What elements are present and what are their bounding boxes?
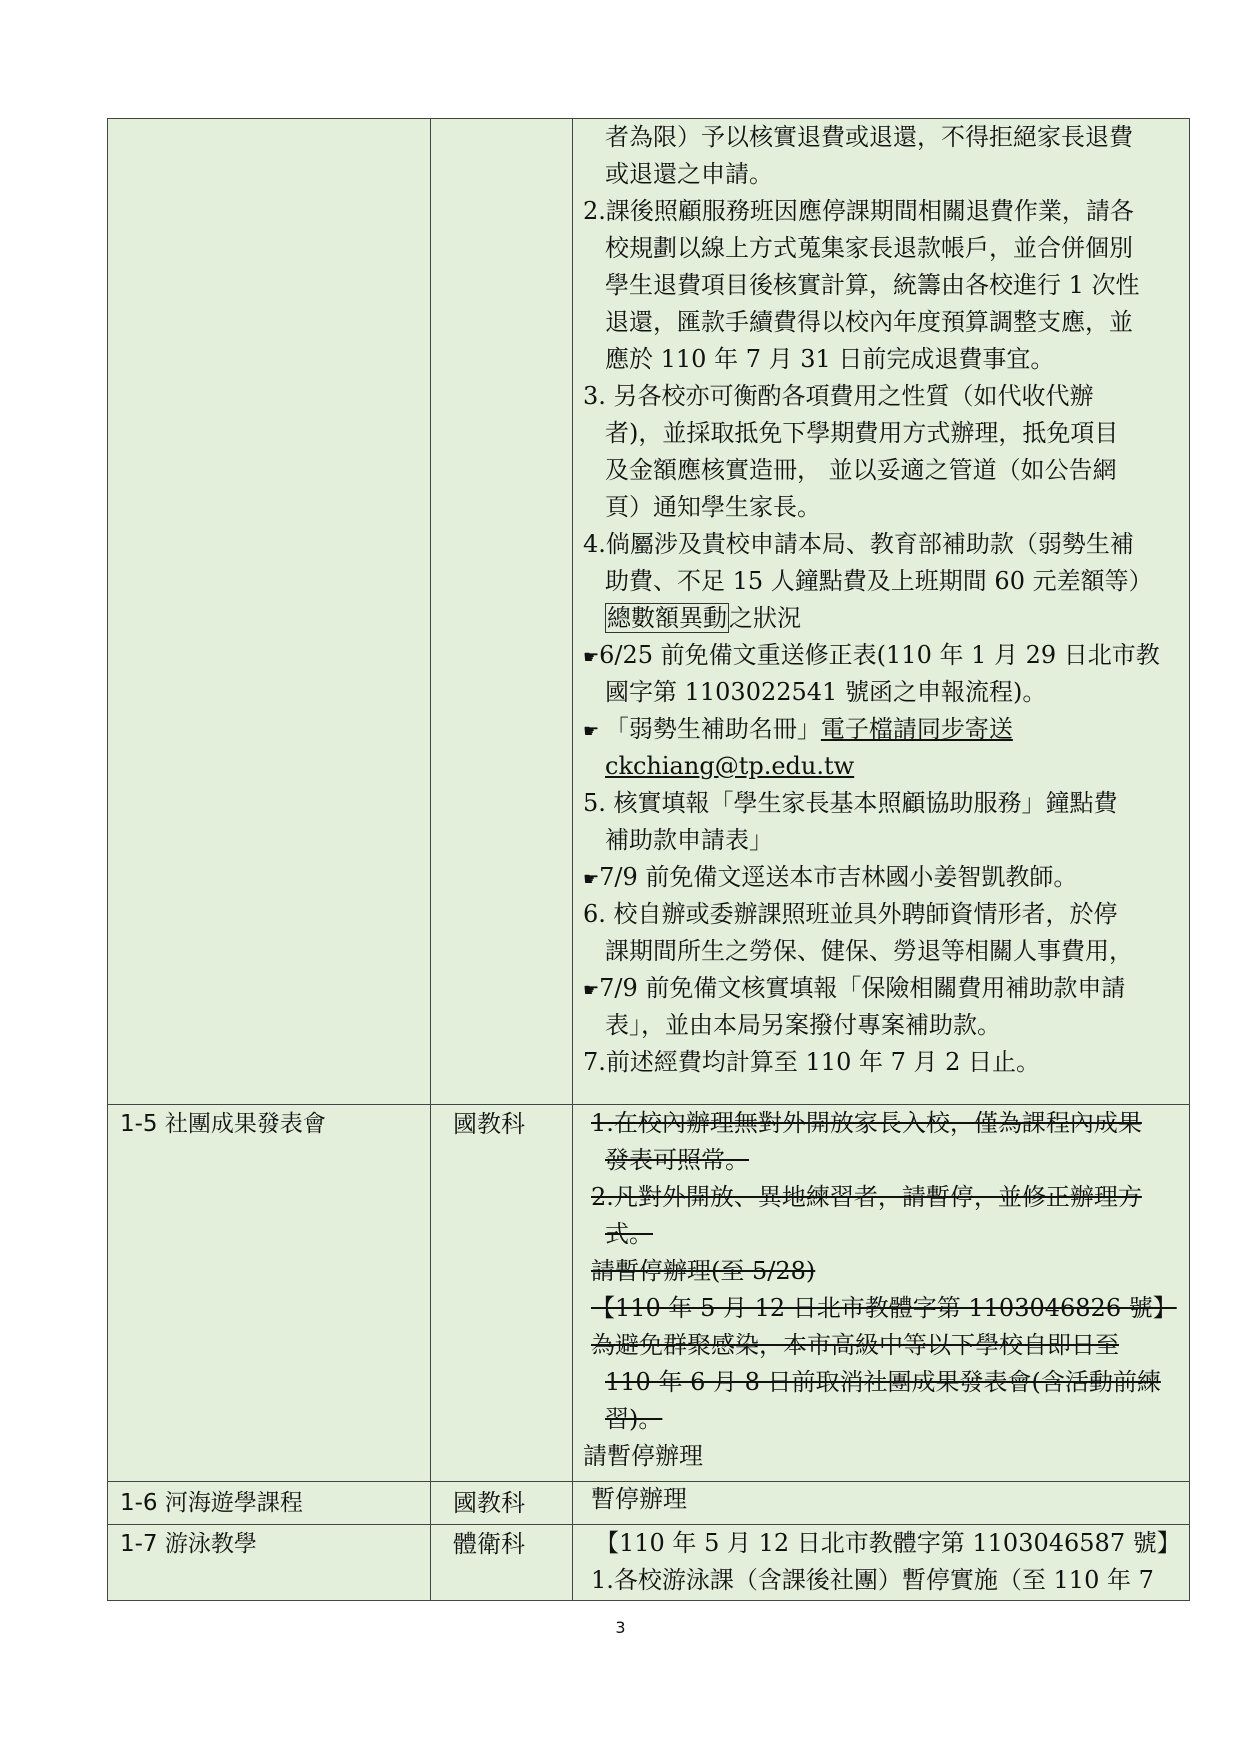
pointing-hand-icon: ☛ bbox=[583, 647, 600, 668]
item-cell: 1-5 社團成果發表會 bbox=[108, 1105, 431, 1482]
strikethrough-line: 發表可照常。 bbox=[605, 1146, 749, 1174]
text-line: 者為限）予以核實退費或退還，不得拒絕家長退費 bbox=[605, 123, 1133, 151]
text-line: 5. 核實填報「學生家長基本照顧協助服務」鐘點費 bbox=[583, 789, 1118, 817]
content-cell bbox=[573, 1525, 1190, 1601]
strikethrough-line: 【110 年 5 月 12 日北市教體字第 1103046826 號】 bbox=[591, 1294, 1177, 1322]
text-line: 助費、不足 15 人鐘點費及上班期間 60 元差額等） bbox=[605, 567, 1153, 595]
unit-cell: 國教科 bbox=[431, 1482, 573, 1525]
text-line: 學生退費項目後核實計算，統籌由各校進行 1 次性 bbox=[605, 271, 1140, 299]
text-line bbox=[583, 711, 1181, 748]
text-line bbox=[583, 859, 1181, 896]
unit-cell: 國教科 bbox=[431, 1105, 573, 1482]
text-span: 7/9 前免備文核實填報「保險相關費用補助款申請 bbox=[599, 974, 1126, 1002]
boxed-text: 總數額異動 bbox=[607, 604, 727, 632]
text-line: 4.倘屬涉及貴校申請本局、教育部補助款（弱勢生補 bbox=[583, 530, 1134, 558]
text-line: 【110 年 5 月 12 日北市教體字第 1103046587 號】 bbox=[595, 1529, 1181, 1557]
text-line: 退還，匯款手續費得以校內年度預算調整支應，並 bbox=[605, 308, 1133, 336]
text-span: 6/25 前免備文重送修正表(110 年 1 月 29 日北市教 bbox=[599, 641, 1160, 669]
strikethrough-line: 2.凡對外開放、異地練習者，請暫停，並修正辦理方 bbox=[591, 1183, 1142, 1211]
text-line: 國字第 1103022541 號函之申報流程)。 bbox=[605, 678, 1047, 706]
item-cell: 1-7 游泳教學 bbox=[108, 1525, 431, 1601]
email-link[interactable]: ckchiang@tp.edu.tw bbox=[605, 752, 855, 780]
text-span: 「弱勢生補助名冊」 bbox=[604, 715, 821, 743]
strikethrough-line: 為避免群聚感染，本市高級中等以下學校自即日至 bbox=[591, 1331, 1119, 1359]
text-line: 或退還之申請。 bbox=[605, 160, 773, 188]
text-line: 頁）通知學生家長。 bbox=[605, 493, 821, 521]
measures-table bbox=[107, 118, 1190, 1601]
table-row bbox=[108, 1482, 1190, 1525]
table-row bbox=[108, 1105, 1190, 1482]
strikethrough-line: 習)。 bbox=[605, 1405, 663, 1433]
text-line bbox=[583, 748, 1181, 785]
strikethrough-line: 110 年 6 月 8 日前取消社團成果發表會(含活動前練 bbox=[605, 1368, 1161, 1396]
strikethrough-line: 請暫停辦理(至 5/28) bbox=[591, 1257, 816, 1285]
pointing-hand-icon: ☛ bbox=[583, 869, 600, 890]
text-line: 補助款申請表」 bbox=[605, 826, 773, 854]
text-line: 應於 110 年 7 月 31 日前完成退費事宜。 bbox=[605, 345, 1055, 373]
text-line: 7.前述經費均計算至 110 年 7 月 2 日止。 bbox=[583, 1048, 1041, 1076]
item-cell-empty bbox=[108, 119, 431, 1105]
pointing-hand-icon: ☛ bbox=[583, 980, 600, 1001]
content-cell: 暫停辦理 bbox=[573, 1482, 1190, 1525]
strikethrough-line: 1.在校內辦理無對外開放家長入校，僅為課程內成果 bbox=[591, 1109, 1142, 1137]
page-number: 3 bbox=[615, 1618, 626, 1637]
text-line: 請暫停辦理 bbox=[583, 1442, 703, 1470]
text-line: 課期間所生之勞保、健保、勞退等相關人事費用， bbox=[605, 937, 1133, 965]
content-cell bbox=[573, 1105, 1190, 1482]
strikethrough-line: 式。 bbox=[605, 1220, 653, 1248]
text-line: 3. 另各校亦可衡酌各項費用之性質（如代收代辦 bbox=[583, 382, 1094, 410]
text-line: 及金額應核實造冊， 並以妥適之管道（如公告網 bbox=[605, 456, 1117, 484]
text-line bbox=[583, 600, 1181, 637]
text-line: 2.課後照顧服務班因應停課期間相關退費作業，請各 bbox=[583, 197, 1134, 225]
text-line bbox=[583, 970, 1181, 1007]
text-line: 校規劃以線上方式蒐集家長退款帳戶，並合併個別 bbox=[605, 234, 1133, 262]
text-span: 7/9 前免備文逕送本市吉林國小姜智凱教師。 bbox=[599, 863, 1078, 891]
text-span: 之狀況 bbox=[729, 604, 801, 632]
pointing-hand-icon: ☛ bbox=[583, 721, 605, 742]
content-cell-continued bbox=[573, 119, 1190, 1105]
table-row bbox=[108, 1525, 1190, 1601]
underlined-text: 電子檔請同步寄送 bbox=[820, 715, 1013, 743]
table-row-continued bbox=[108, 119, 1190, 1105]
text-line bbox=[583, 637, 1181, 674]
text-line: 1.各校游泳課（含課後社團）暫停實施（至 110 年 7 bbox=[591, 1566, 1154, 1594]
unit-cell: 體衛科 bbox=[431, 1525, 573, 1601]
text-line: 6. 校自辦或委辦課照班並具外聘師資情形者，於停 bbox=[583, 900, 1118, 928]
text-line: 表」，並由本局另案撥付專案補助款。 bbox=[605, 1011, 1001, 1039]
item-cell: 1-6 河海遊學課程 bbox=[108, 1482, 431, 1525]
text-line: 者)，並採取抵免下學期費用方式辦理，抵免項目 bbox=[605, 419, 1119, 447]
unit-cell-empty bbox=[431, 119, 573, 1105]
